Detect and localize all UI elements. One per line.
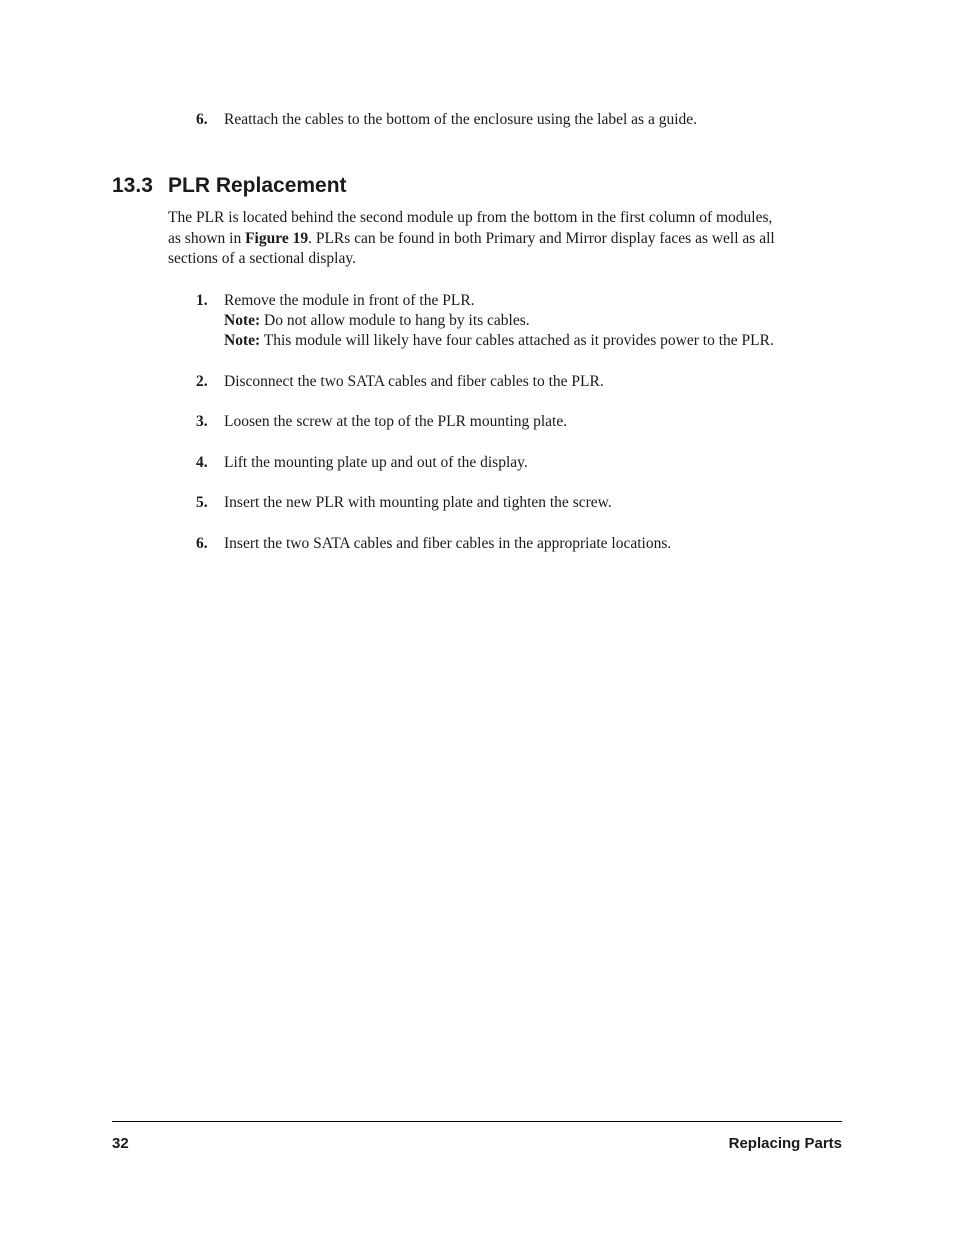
step-number: 2. (196, 373, 208, 390)
step-text: Insert the two SATA cables and fiber cables in the appropriate locations. (224, 535, 672, 552)
step-number: 6. (196, 535, 208, 552)
intro-line-1: The PLR is located behind the second module up from the bottom in the first column of modules, (168, 209, 773, 226)
note-line (224, 311, 774, 331)
step-number: 3. (196, 413, 208, 430)
intro-paragraph (168, 208, 848, 270)
section-heading (112, 174, 347, 198)
step-text: Reattach the cables to the bottom of the enclosure using the label as a guide. (224, 111, 698, 128)
page-number: 32 (112, 1135, 129, 1152)
step-number: 5. (196, 494, 208, 511)
note-text: Do not allow module to hang by its cables. (260, 312, 530, 329)
note-label: Note: (224, 312, 261, 329)
step-text: Remove the module in front of the PLR. (224, 292, 475, 309)
section-number: 13.3 (112, 174, 153, 197)
intro-line-3: sections of a sectional display. (168, 250, 356, 267)
step-number: 4. (196, 454, 208, 471)
step-text: Lift the mounting plate up and out of the display. (224, 454, 528, 471)
note-line (224, 331, 774, 351)
step-number: 1. (196, 292, 208, 309)
step-text: Insert the new PLR with mounting plate and tighten the screw. (224, 494, 612, 511)
note-label: Note: (224, 332, 261, 349)
section-title: PLR Replacement (168, 174, 347, 197)
intro-text: . PLRs can be found in both Primary and Mirror display faces as well as all (308, 229, 775, 247)
step-body (224, 291, 774, 351)
chapter-title: Replacing Parts (728, 1135, 842, 1152)
intro-text: as shown in (168, 229, 246, 247)
step-text: Loosen the screw at the top of the PLR mounting plate. (224, 413, 568, 430)
step-number: 6. (196, 111, 208, 128)
footer-rule (112, 1121, 842, 1122)
figure-reference[interactable]: Figure 19 (245, 229, 309, 247)
step-text: Disconnect the two SATA cables and fiber cables to the PLR. (224, 373, 604, 390)
intro-line-2 (168, 229, 848, 250)
note-text: This module will likely have four cables attached as it provides power to the PLR. (260, 332, 774, 349)
